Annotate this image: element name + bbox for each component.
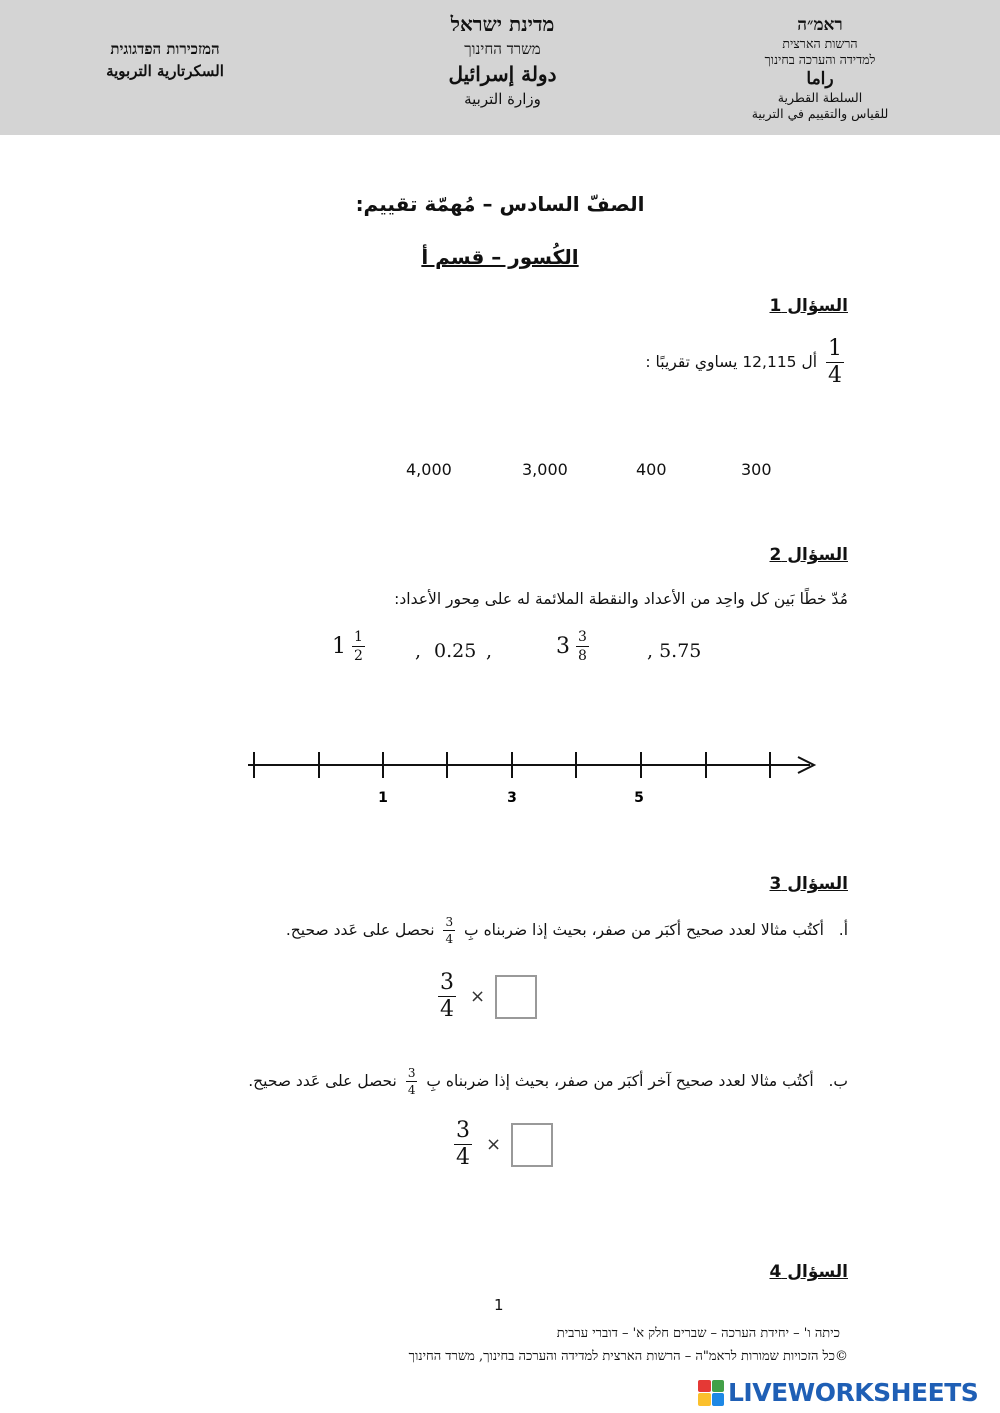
page-header bbox=[0, 0, 1000, 135]
number-line[interactable] bbox=[240, 740, 830, 810]
q2-separator-1: , bbox=[415, 640, 422, 662]
q3b-fraction bbox=[454, 1120, 472, 1169]
state-hebrew: מדינת ישראל bbox=[450, 12, 555, 36]
state-arabic: دولة إسرائيل bbox=[448, 62, 557, 86]
q3a-prefix: أ. bbox=[838, 921, 848, 939]
q2-instruction: مُدّ خطًا بَين كل واحِد من الأعداد والنقطة الملائمة له على مِحور الأعداد: bbox=[394, 590, 848, 608]
q3a-instruction bbox=[286, 916, 848, 945]
q1-text: أل 12,115 يساوي تقريبًا : bbox=[645, 353, 818, 371]
q3a-inline-den: 4 bbox=[445, 932, 454, 946]
q2-separator-2: , bbox=[486, 640, 493, 662]
q3b-text-before: أكتُب مثالا لعدد صحيح آخر أكبَر من صفر، بحيث إذا ضربناه بِ bbox=[426, 1072, 814, 1090]
q3a-fraction bbox=[438, 972, 456, 1021]
q2-num-a-denominator: 2 bbox=[354, 648, 363, 664]
q3b-answer-box[interactable] bbox=[511, 1123, 553, 1167]
q3a-inline-num: 3 bbox=[445, 915, 454, 929]
q3a-inline-fraction bbox=[443, 916, 455, 945]
q1-frac-den: 4 bbox=[828, 363, 842, 388]
q2-num-a-numerator: 1 bbox=[354, 629, 363, 645]
q1-question bbox=[645, 338, 848, 387]
q2-number-5-75[interactable]: , 5.75 bbox=[647, 640, 702, 662]
liveworksheets-brand[interactable] bbox=[698, 1378, 978, 1407]
q3a-times-sign: × bbox=[470, 986, 486, 1007]
secretariat-arabic: السكرتارية التربوية bbox=[106, 62, 224, 80]
q3b-multiplication bbox=[450, 1120, 553, 1169]
q3-heading: السؤال 3 bbox=[769, 874, 848, 894]
q3b-prefix: ب. bbox=[828, 1072, 848, 1090]
q3a-multiplication bbox=[434, 972, 537, 1021]
q1-fraction bbox=[826, 338, 844, 387]
q1-option-3[interactable]: 3,000 bbox=[522, 460, 568, 479]
rama-hebrew-title: ראמ״ה bbox=[797, 15, 843, 35]
q1-option-4[interactable]: 4,000 bbox=[406, 460, 452, 479]
ministry-arabic: وزارة التربية bbox=[464, 90, 541, 108]
q2-num-c-frac bbox=[576, 630, 589, 663]
axis-label-3: 3 bbox=[507, 790, 517, 806]
q3a-text-after: نحصل على عَدد صحيح. bbox=[285, 921, 435, 939]
footer-line-2: ©כל הזכויות שמורות לראמ"ה – הרשות הארצית למדידה והערכה בחינוך, משרד החינוך bbox=[408, 1349, 848, 1364]
q2-number-0-25[interactable]: 0.25 bbox=[434, 640, 477, 662]
q3b-frac-num: 3 bbox=[456, 1118, 470, 1143]
q3a-text-before: أكتُب مثالا لعدد صحيح أكبَر من صفر، بحيث إذا ضربناه بِ bbox=[464, 921, 824, 939]
pedagogic-secretariat-block bbox=[60, 38, 270, 82]
q2-number-mixed-3-3-8[interactable] bbox=[556, 630, 593, 663]
q1-option-2[interactable]: 400 bbox=[636, 460, 667, 479]
rama-arabic-line3: للقياس والتقييم في التربية bbox=[751, 106, 889, 121]
rama-hebrew-line3: למדידה והערכה בחינוך bbox=[764, 52, 876, 67]
ministry-block bbox=[380, 10, 625, 110]
rama-hebrew-line2: הרשות הארצית bbox=[782, 36, 858, 51]
q3b-instruction bbox=[248, 1067, 848, 1096]
rama-logo-block bbox=[720, 14, 920, 122]
ministry-hebrew: משרד החינוך bbox=[464, 40, 541, 58]
q3b-inline-den: 4 bbox=[407, 1083, 416, 1097]
q1-frac-num: 1 bbox=[828, 336, 842, 361]
q3a-frac-num: 3 bbox=[440, 970, 454, 995]
axis-label-5: 5 bbox=[634, 790, 644, 806]
q3b-frac-den: 4 bbox=[456, 1145, 470, 1170]
subtitle-text: الكُسور – قسم أ bbox=[421, 245, 579, 269]
q3a-frac-den: 4 bbox=[440, 997, 454, 1022]
rama-arabic-title: راما bbox=[806, 69, 834, 89]
page-number: 1 bbox=[494, 1296, 504, 1314]
q3b-inline-num: 3 bbox=[407, 1066, 416, 1080]
q2-num-c-denominator: 8 bbox=[578, 648, 587, 664]
q2-heading: السؤال 2 bbox=[769, 545, 848, 565]
liveworksheets-wordmark: LIVEWORKSHEETS bbox=[728, 1378, 979, 1407]
q2-num-a-whole: 1 bbox=[332, 634, 346, 659]
q1-heading: السؤال 1 bbox=[769, 296, 848, 316]
q1-option-1[interactable]: 300 bbox=[741, 460, 772, 479]
footer-line-1: כיתה ו' – יחידת הערכה – שברים חלק א' – דוברי ערבית bbox=[556, 1326, 840, 1341]
q2-num-a-frac bbox=[352, 630, 365, 663]
worksheet-subtitle bbox=[0, 245, 1000, 269]
q3b-text-after: نحصل على عَدد صحيح. bbox=[248, 1072, 397, 1090]
q4-heading: السؤال 4 bbox=[769, 1262, 848, 1282]
q3b-times-sign: × bbox=[486, 1134, 502, 1155]
q2-num-c-numerator: 3 bbox=[578, 629, 587, 645]
worksheet-title: الصفّ السادس – مُهمّة تقييم: bbox=[355, 192, 645, 216]
secretariat-hebrew: המזכירות הפדגוגית bbox=[110, 40, 220, 58]
axis-label-1: 1 bbox=[378, 790, 388, 806]
rama-arabic-line2: السلطة القطرية bbox=[777, 90, 863, 105]
q2-number-mixed-1-1-2[interactable] bbox=[332, 630, 369, 663]
q3a-answer-box[interactable] bbox=[495, 975, 537, 1019]
q3b-inline-fraction bbox=[406, 1067, 418, 1096]
liveworksheets-logo-icon bbox=[698, 1380, 724, 1406]
q2-num-c-whole: 3 bbox=[556, 634, 570, 659]
